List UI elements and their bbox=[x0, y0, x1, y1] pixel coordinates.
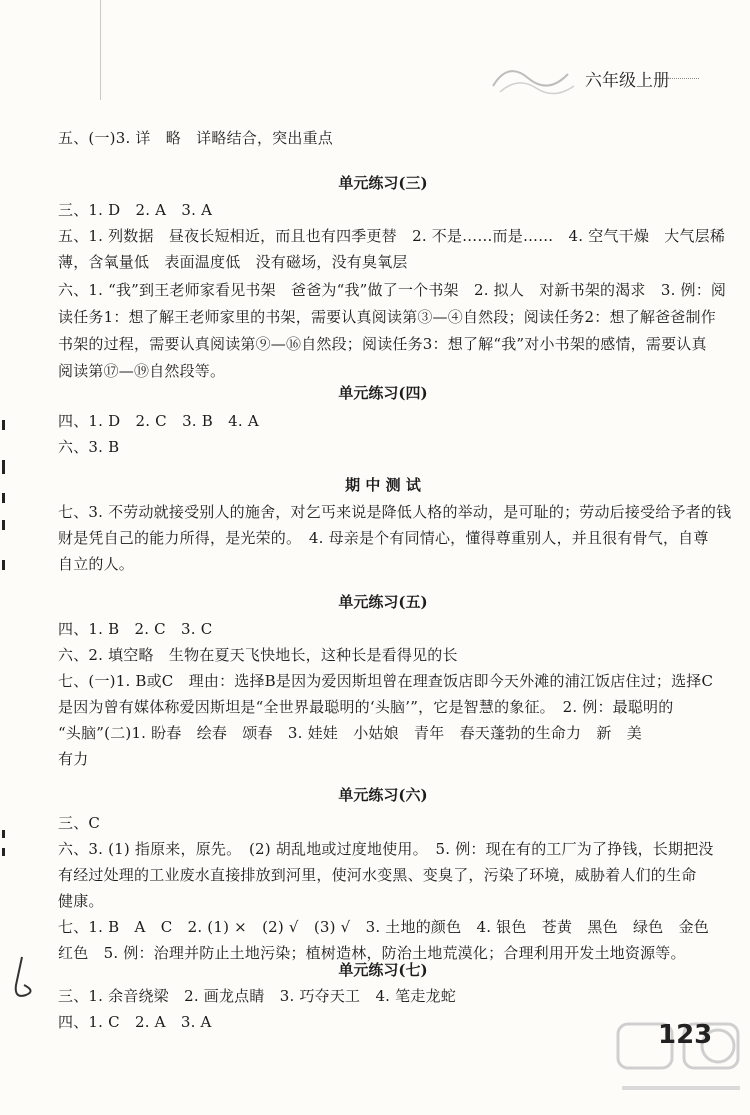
text-line: 有经过处理的工业废水直接排放到河里，使河水变黑、变臭了，污染了环境，威胁着人们的生命 bbox=[58, 866, 697, 884]
text-line: 红色 5. 例：治理并防止土地污染；植树造林，防治土地荒漠化；合理利用开发土地资源等。 bbox=[58, 944, 686, 962]
text-line: 六、3. B bbox=[58, 438, 120, 456]
text-line: 六、1. “我”到王老师家看见书架 爸爸为“我”做了一个书架 2. 拟人 对新书架的渴求 3. 例：阅 bbox=[58, 281, 727, 299]
margin-mark bbox=[2, 830, 5, 838]
margin-mark bbox=[2, 420, 5, 430]
page-number: 123 bbox=[658, 1020, 713, 1050]
margin-mark bbox=[2, 520, 5, 530]
text-line: 七、(一)1. B或C 理由：选择B是因为爱因斯坦曾在理查饭店即今天外滩的浦江饭店住过；选择C bbox=[58, 672, 714, 690]
text-line: 五、1. 列数据 昼夜长短相近，而且也有四季更替 2. 不是……而是…… 4. 空气干燥 大气层稀 bbox=[58, 227, 726, 245]
text-line: 自立的人。 bbox=[58, 555, 135, 573]
section-heading: 单元练习(六) bbox=[338, 786, 428, 804]
text-line: 阅读第⑰—⑲自然段等。 bbox=[58, 362, 226, 380]
section-heading: 单元练习(五) bbox=[338, 593, 428, 611]
text-line: 六、2. 填空略 生物在夏天飞快地长，这种长是看得见的长 bbox=[58, 646, 458, 664]
text-line: 薄，含氧量低 表面温度低 没有磁场，没有臭氧层 bbox=[58, 253, 408, 271]
text-line: 四、1. D 2. C 3. B 4. A bbox=[58, 412, 259, 430]
book-title: 六年级上册 bbox=[585, 71, 670, 91]
margin-mark bbox=[2, 560, 5, 570]
section-heading: 期 中 测 试 bbox=[345, 476, 421, 494]
text-line: 三、1. 余音绕梁 2. 画龙点睛 3. 巧夺天工 4. 笔走龙蛇 bbox=[58, 987, 456, 1005]
text-line: 七、1. B A C 2. (1) × (2) √ (3) √ 3. 土地的颜色 4. 银色 苍黄 黑色 绿色 金色 bbox=[58, 918, 709, 936]
text-line: 是因为曾有媒体称爱因斯坦是“全世界最聪明的‘头脑’”，它是智慧的象征。 2. 例：最聪明的 bbox=[58, 698, 674, 716]
text-line: 财是凭自己的能力所得，是光荣的。 4. 母亲是个有同情心，懂得尊重别人，并且很有骨气，自尊 bbox=[58, 529, 709, 547]
section-heading: 单元练习(三) bbox=[338, 174, 428, 192]
text-line: 六、3. (1) 指原来，原先。 (2) 胡乱地或过度地使用。 5. 例：现在有的工厂为了挣钱，长期把没 bbox=[58, 840, 714, 858]
margin-scribble bbox=[4, 955, 40, 1005]
text-line: 读任务1：想了解王老师家里的书架，需要认真阅读第③—④自然段；阅读任务2：想了解爸爸制作 bbox=[58, 308, 716, 326]
text-line: 三、C bbox=[58, 814, 101, 832]
text-line: 五、(一)3. 详 略 详略结合，突出重点 bbox=[58, 129, 333, 147]
margin-mark bbox=[2, 848, 5, 856]
margin-mark bbox=[2, 493, 5, 503]
text-line: “头脑”(二)1. 盼春 绘春 颂春 3. 娃娃 小姑娘 青年 春天蓬勃的生命力 新 美 bbox=[58, 724, 643, 742]
margin-mark bbox=[2, 460, 5, 474]
text-line: 四、1. C 2. A 3. A bbox=[58, 1013, 212, 1031]
text-line: 四、1. B 2. C 3. C bbox=[58, 620, 213, 638]
header-dotted-line bbox=[667, 78, 699, 79]
text-line: 七、3. 不劳动就接受别人的施舍，对乞丐来说是降低人格的举动，是可耻的；劳动后接受给予者的钱 bbox=[58, 503, 732, 521]
section-heading: 单元练习(四) bbox=[338, 384, 428, 402]
text-line: 书架的过程，需要认真阅读第⑨—⑯自然段；阅读任务3：想了解“我”对小书架的感情，需要认真 bbox=[58, 335, 707, 353]
binding-rule bbox=[100, 0, 101, 100]
decorative-logo bbox=[488, 56, 578, 100]
text-line: 有力 bbox=[58, 750, 89, 768]
text-line: 三、1. D 2. A 3. A bbox=[58, 201, 213, 219]
text-line: 健康。 bbox=[58, 892, 104, 910]
section-heading: 单元练习(七) bbox=[338, 961, 428, 979]
